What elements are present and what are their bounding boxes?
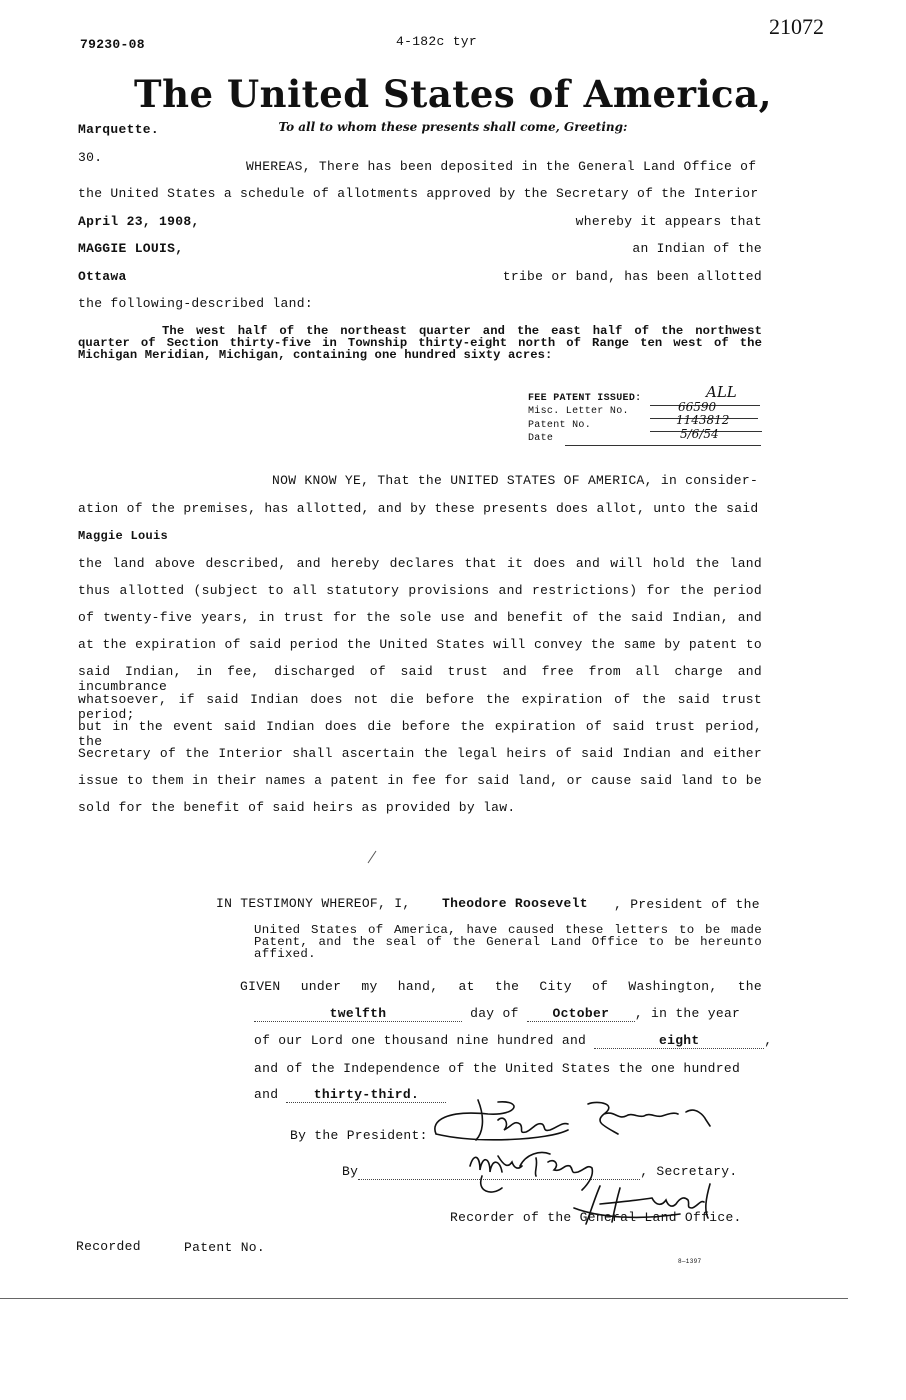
- allottee-caps: MAGGIE LOUIS,: [78, 241, 184, 256]
- misc-letter-value: 66590: [678, 400, 717, 414]
- trust-line: said Indian, in fee, discharged of said trust and free from all charge and incumbrance: [78, 664, 762, 695]
- year-value: eight: [594, 1033, 764, 1049]
- indian-of-text: an Indian of the: [632, 241, 762, 256]
- independence-line: and of the Independence of the United States the one hundred: [254, 1061, 741, 1076]
- whereby-text: whereby it appears that: [575, 214, 762, 229]
- document-number: 21072: [769, 14, 824, 39]
- independence-year-line: and thirty-third.: [254, 1087, 446, 1103]
- trust-line: thus allotted (subject to all statutory provisions and restrictions) for the period: [78, 583, 762, 599]
- page-number: 30.: [78, 150, 103, 165]
- tribe-band-text: tribe or band, has been allotted: [502, 269, 762, 284]
- patent-no-value: 1143812: [676, 413, 730, 427]
- president-of-text: , President of the: [614, 897, 760, 912]
- misc-letter-label: Misc. Letter No.: [528, 406, 629, 417]
- greeting: To all to whom these presents shall come, Greeting:: [278, 120, 628, 134]
- now-know-line-1: NOW KNOW YE, That the UNITED STATES OF AMERICA, in consider-: [272, 473, 759, 488]
- land-office: Marquette.: [78, 122, 160, 137]
- date-value: 5/6/54: [680, 427, 719, 441]
- land-description: The west half of the northeast quarter and the east half of the northwest quarter of Section thirty-five in Township thirty-eight north of Range ten west of the Michigan Meridian, Michigan, containing one hundred sixty acres:: [78, 324, 762, 362]
- form-code: 4-182c tyr: [396, 34, 478, 49]
- caused-text: United States of America, have caused these letters to be made Patent, and the seal of the General Land Office to be hereunto affixed.: [254, 923, 762, 961]
- allottee-name: Maggie Louis: [78, 529, 169, 543]
- independence-year-value: thirty-third.: [286, 1087, 446, 1103]
- now-know-line-2: ation of the premises, has allotted, and by these presents does allot, unto the said: [78, 501, 759, 516]
- day-value: twelfth: [254, 1006, 462, 1022]
- trust-line: whatsoever, if said Indian does not die before the expiration of the said trust period;: [78, 691, 762, 722]
- tribe-name: Ottawa: [78, 269, 127, 284]
- trust-line: sold for the benefit of said heirs as provided by law.: [78, 799, 516, 815]
- whereas-line-1: WHEREAS, There has been deposited in the General Land Office of: [246, 159, 757, 174]
- patent-no-label: Patent No.: [528, 420, 592, 431]
- trust-line: issue to them in their names a patent in fee for said land, or cause said land to be: [78, 772, 762, 788]
- month-value: October: [527, 1006, 635, 1022]
- trust-line: Secretary of the Interior shall ascertain the legal heirs of said Indian and either: [78, 745, 762, 761]
- trust-line: but in the event said Indian does die before the expiration of said trust period, the: [78, 718, 762, 749]
- year-line: of our Lord one thousand nine hundred and eight ,: [254, 1033, 773, 1048]
- recorder-signature: [560, 1178, 740, 1228]
- fee-patent-value: ALL: [706, 383, 737, 401]
- date-underline: [565, 445, 761, 446]
- president-name: Theodore Roosevelt: [442, 896, 588, 911]
- footer-patent-no: Patent No.: [184, 1240, 266, 1255]
- by-line: By , Secretary.: [342, 1164, 738, 1179]
- whereas-line-2: the United States a schedule of allotments approved by the Secretary of the Interior: [78, 186, 759, 201]
- page-bottom-rule: [0, 1298, 848, 1299]
- given-line: GIVEN under my hand, at the City of Washington, the: [240, 979, 762, 994]
- by-president-label: By the President:: [290, 1128, 428, 1143]
- recorder-label: Recorder of the General Land Office.: [450, 1210, 742, 1225]
- trust-line: of twenty-five years, in trust for the sole use and benefit of the said Indian, and: [78, 610, 762, 626]
- trust-line: the land above described, and hereby declares that it does and will hold the land: [78, 556, 762, 571]
- pencil-mark: [366, 850, 378, 864]
- fee-patent-label: FEE PATENT ISSUED:: [528, 393, 642, 404]
- recorded-label: Recorded: [76, 1239, 141, 1254]
- document-title: The United States of America,: [134, 72, 772, 116]
- following-text: the following-described land:: [78, 296, 313, 311]
- file-number: 79230-08: [80, 37, 145, 52]
- form-small-code: 8—1397: [678, 1258, 702, 1265]
- testimony-intro: IN TESTIMONY WHEREOF, I,: [216, 896, 411, 911]
- approval-date: April 23, 1908,: [78, 214, 200, 229]
- date-label: Date: [528, 433, 554, 444]
- trust-line: at the expiration of said period the United States will convey the same by patent to: [78, 637, 762, 653]
- day-line: twelfth day of October , in the year: [254, 1006, 740, 1022]
